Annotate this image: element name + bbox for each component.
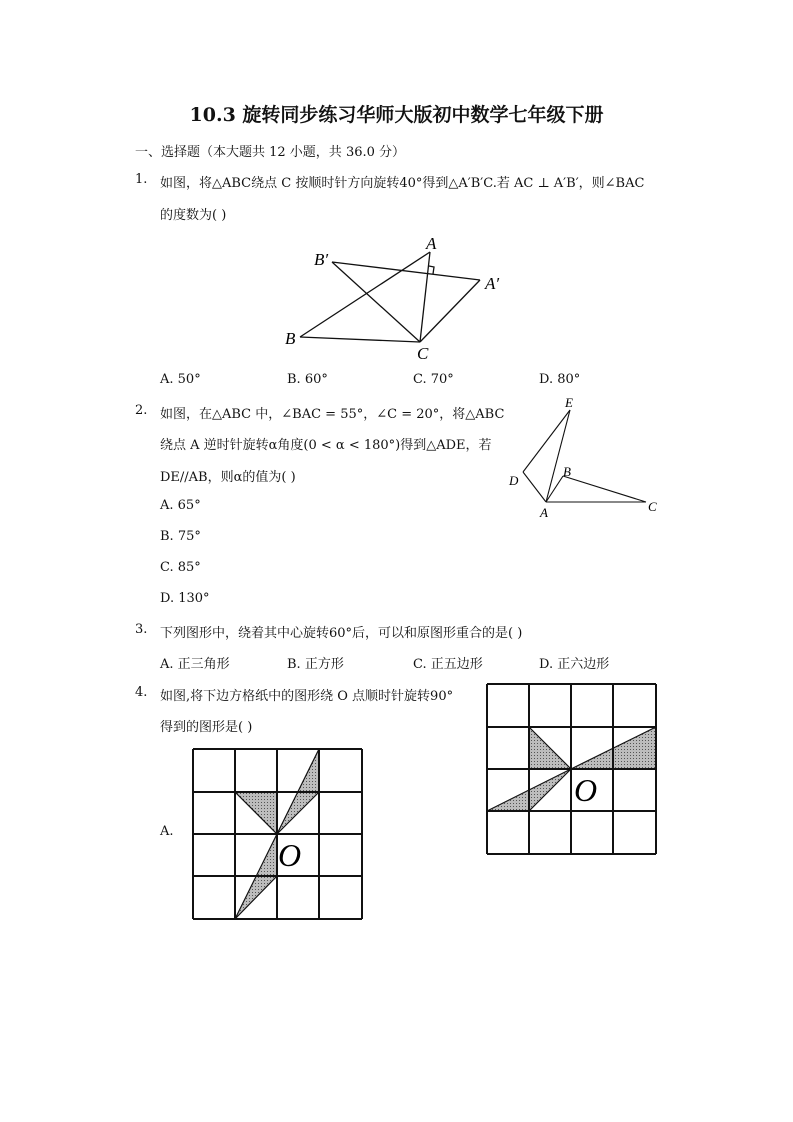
q2-option-b: B. 75° (160, 529, 201, 544)
q3-option-a: A. 正三角形 (160, 657, 230, 672)
q3-option-b: B. 正方形 (287, 657, 344, 672)
q1-label-b-prime: B′ (314, 250, 329, 269)
q2-text-line3: DE//AB，则α的值为( ) (160, 470, 296, 485)
q1-number: 1. (135, 172, 148, 187)
q2-label-d: D (509, 473, 519, 488)
q1-text-line1: 如图，将△ABC绕点 C 按顺时针方向旋转40°得到△A′B′C.若 AC ⊥ A′B′，则∠BAC (160, 176, 645, 191)
q2-label-b: B (563, 464, 571, 479)
q4-option-a-center-label: O (278, 837, 302, 873)
q4-option-a-grid-figure (192, 748, 364, 921)
q2-option-d: D. 130° (160, 591, 210, 606)
q2-label-e: E (565, 395, 573, 410)
q2-label-a: A (540, 505, 548, 520)
q4-option-a-label: A. (160, 824, 174, 839)
q3-option-c: C. 正五边形 (413, 657, 483, 672)
q2-option-a: A. 65° (160, 498, 201, 513)
page-title: 10.3 旋转同步练习华师大版初中数学七年级下册 (189, 104, 604, 126)
q1-label-b: B (285, 329, 296, 348)
q2-text-line1: 如图，在△ABC 中，∠BAC = 55°，∠C = 20°，将△ABC (160, 407, 505, 422)
section-heading: 一、选择题（本大题共 12 小题，共 36.0 分） (135, 145, 406, 160)
q3-number: 3. (135, 622, 148, 637)
q4-text-line1: 如图,将下边方格纸中的图形绕 O 点顺时针旋转90° (160, 689, 454, 704)
q4-original-grid-figure (486, 683, 658, 856)
q2-number: 2. (135, 403, 148, 418)
q1-text-line2: 的度数为( ) (160, 208, 227, 223)
q4-number: 4. (135, 685, 148, 700)
q4-original-center-label: O (574, 772, 598, 808)
q1-option-d: D. 80° (539, 372, 581, 387)
q1-option-c: C. 70° (413, 372, 454, 387)
q1-figure (280, 232, 520, 362)
q2-text-line2: 绕点 A 逆时针旋转α角度(0 < α < 180°)得到△ADE，若 (160, 438, 492, 453)
q1-option-b: B. 60° (287, 372, 328, 387)
q1-label-a-prime: A′ (485, 274, 500, 293)
q3-text-line1: 下列图形中，绕着其中心旋转60°后，可以和原图形重合的是( ) (160, 626, 523, 641)
q1-label-c: C (417, 344, 429, 362)
q4-text-line2: 得到的图形是( ) (160, 720, 253, 735)
q2-option-c: C. 85° (160, 560, 201, 575)
q3-option-d: D. 正六边形 (539, 657, 610, 672)
q2-label-c: C (648, 499, 657, 514)
q1-option-a: A. 50° (160, 372, 201, 387)
q2-figure (500, 392, 670, 522)
q1-label-a: A (426, 234, 437, 253)
